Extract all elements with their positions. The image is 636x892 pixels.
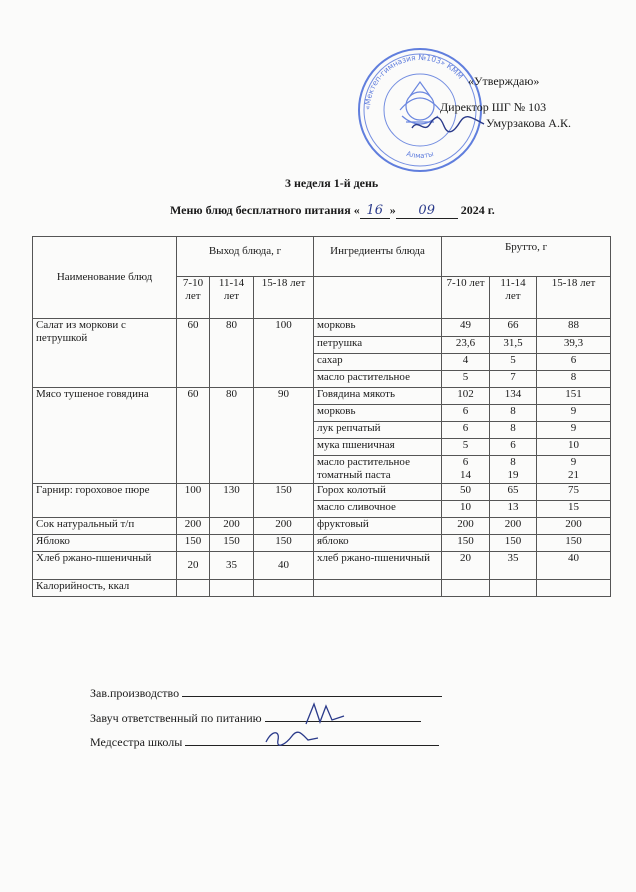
brutto-line-1: 9: [570, 456, 577, 468]
output-age-2: 80: [210, 319, 254, 388]
deputy-signature: [300, 698, 350, 728]
ingredient: масло сливочное: [314, 501, 442, 518]
brutto-age-3: 40: [537, 552, 611, 580]
output-age-1: 150: [177, 535, 210, 552]
header-output-age-1: 7-10 лет: [177, 277, 210, 319]
output-age-3: 150: [254, 535, 314, 552]
table-row: [33, 484, 611, 501]
output-age-3: 100: [254, 319, 314, 388]
header-output: Выход блюда, г: [177, 237, 314, 277]
brutto-age-3: 151: [537, 388, 611, 405]
calories-cell: [490, 580, 537, 597]
footer-line-deputy: [90, 711, 421, 726]
brutto-age-1: 6: [442, 405, 490, 422]
table-row: [33, 319, 611, 337]
brutto-age-1: 4: [442, 354, 490, 371]
footer-line-production: [90, 686, 442, 701]
brutto-age-1: 6: [442, 422, 490, 439]
nurse-signature: [262, 726, 322, 748]
brutto-age-3: 9: [537, 405, 611, 422]
brutto-age-2: 200: [490, 518, 537, 535]
ingredient: Горох колотый: [314, 484, 442, 501]
calories-cell: [177, 580, 210, 597]
brutto-age-3: 150: [537, 535, 611, 552]
output-age-2: 35: [210, 552, 254, 580]
calories-label: Калорийность, ккал: [33, 580, 177, 597]
brutto-line-2: 21: [568, 469, 580, 481]
brutto-age-1: 150: [442, 535, 490, 552]
dish-name: Яблоко: [33, 535, 177, 552]
brutto-age-3: 200: [537, 518, 611, 535]
ingredient: фруктовый: [314, 518, 442, 535]
ingredient: морковь: [314, 405, 442, 422]
stamp-text-outer: «Мектеп-гимназия №103» КММ: [362, 52, 465, 111]
ingredient: масло растительное: [314, 371, 442, 388]
brutto-age-3: 8: [537, 371, 611, 388]
ingredient: морковь: [314, 319, 442, 337]
brutto-age-1: 20: [442, 552, 490, 580]
calories-cell: [442, 580, 490, 597]
table-row: [33, 535, 611, 552]
brutto-age-1: [442, 456, 490, 484]
brutto-age-2: 13: [490, 501, 537, 518]
director-signature: [408, 112, 488, 138]
menu-year: 2024 г.: [460, 203, 495, 217]
ingredient: яблоко: [314, 535, 442, 552]
output-age-3: 90: [254, 388, 314, 484]
brutto-age-2: 31,5: [490, 337, 537, 354]
calories-cell: [537, 580, 611, 597]
table-row: [33, 388, 611, 405]
header-ingredients-blank: [314, 277, 442, 319]
ingredient-line-1: масло растительное: [317, 456, 410, 468]
header-brutto: Брутто, г: [442, 237, 611, 277]
brutto-line-1: 6: [462, 456, 469, 468]
header-dish: Наименование блюд: [33, 237, 177, 319]
brutto-age-3: 39,3: [537, 337, 611, 354]
menu-table: [32, 236, 611, 597]
header-brutto-age-2: 11-14 лет: [490, 277, 537, 319]
output-age-1: 60: [177, 388, 210, 484]
ingredient: [314, 456, 442, 484]
header-output-age-2: 11-14 лет: [210, 277, 254, 319]
output-age-1: 100: [177, 484, 210, 518]
brutto-line-2: 14: [460, 469, 471, 481]
menu-title: [170, 203, 495, 219]
brutto-line-1: 8: [510, 456, 516, 468]
header-output-age-3: 15-18 лет: [254, 277, 314, 319]
brutto-age-1: 23,6: [442, 337, 490, 354]
calories-cell: [210, 580, 254, 597]
brutto-line-2: 19: [507, 469, 519, 481]
table-row: [33, 580, 611, 597]
brutto-age-1: 10: [442, 501, 490, 518]
dish-name: Сок натуральный т/п: [33, 518, 177, 535]
brutto-age-2: 65: [490, 484, 537, 501]
brutto-age-3: 15: [537, 501, 611, 518]
output-age-1: 200: [177, 518, 210, 535]
footer-label-nurse: Медсестра школы: [90, 735, 183, 749]
menu-day: 16: [360, 203, 390, 219]
brutto-age-3: 6: [537, 354, 611, 371]
brutto-age-2: 150: [490, 535, 537, 552]
output-age-1: 60: [177, 319, 210, 388]
brutto-age-1: 5: [442, 371, 490, 388]
brutto-age-1: 50: [442, 484, 490, 501]
brutto-age-2: 134: [490, 388, 537, 405]
approval-line-1: «Утверждаю»: [468, 74, 540, 88]
dish-name: Хлеб ржано-пшеничный: [33, 552, 177, 580]
brutto-age-3: [537, 456, 611, 484]
output-age-3: 40: [254, 552, 314, 580]
calories-cell: [254, 580, 314, 597]
brutto-age-2: 6: [490, 439, 537, 456]
output-age-1: 20: [177, 552, 210, 580]
ingredient: Говядина мякоть: [314, 388, 442, 405]
output-age-2: 200: [210, 518, 254, 535]
week-title: 3 неделя 1-й день: [285, 176, 379, 190]
brutto-age-1: 200: [442, 518, 490, 535]
brutto-age-2: 8: [490, 405, 537, 422]
signature-line: [182, 696, 442, 697]
brutto-age-3: 10: [537, 439, 611, 456]
table-row: [33, 518, 611, 535]
brutto-age-3: 88: [537, 319, 611, 337]
ingredient-line-2: томатный паста: [317, 469, 391, 481]
dish-name: Гарнир: гороховое пюре: [33, 484, 177, 518]
ingredient: петрушка: [314, 337, 442, 354]
brutto-age-2: 35: [490, 552, 537, 580]
dish-name: Салат из моркови с петрушкой: [33, 319, 177, 388]
calories-cell: [314, 580, 442, 597]
approval-line-2: Директор ШГ № 103: [440, 100, 547, 114]
brutto-age-2: 5: [490, 354, 537, 371]
brutto-age-2: 7: [490, 371, 537, 388]
menu-title-mid: »: [389, 203, 396, 217]
ingredient: сахар: [314, 354, 442, 371]
brutto-age-2: 66: [490, 319, 537, 337]
menu-title-prefix: Меню блюд бесплатного питания «: [170, 203, 360, 217]
ingredient: хлеб ржано-пшеничный: [314, 552, 442, 580]
svg-text:Алматы: [405, 150, 434, 160]
table-row: [33, 552, 611, 580]
menu-month: 09: [396, 203, 458, 219]
ingredient: лук репчатый: [314, 422, 442, 439]
stamp-text-bottom: Алматы: [405, 149, 435, 161]
output-age-2: 130: [210, 484, 254, 518]
footer-label-production: Зав.производство: [90, 686, 180, 700]
dish-name: Мясо тушеное говядина: [33, 388, 177, 484]
header-ingredients: Ингредиенты блюда: [314, 237, 442, 277]
approval-line-3: Умурзакова А.К.: [486, 116, 571, 130]
output-age-3: 150: [254, 484, 314, 518]
brutto-age-1: 5: [442, 439, 490, 456]
header-brutto-age-3: 15-18 лет: [537, 277, 611, 319]
brutto-age-1: 49: [442, 319, 490, 337]
brutto-age-1: 102: [442, 388, 490, 405]
output-age-2: 150: [210, 535, 254, 552]
brutto-age-2: 8: [490, 422, 537, 439]
footer-label-deputy: Завуч ответственный по питанию: [90, 711, 262, 725]
ingredient: мука пшеничная: [314, 439, 442, 456]
header-brutto-age-1: 7-10 лет: [442, 277, 490, 319]
brutto-age-3: 75: [537, 484, 611, 501]
output-age-2: 80: [210, 388, 254, 484]
brutto-age-3: 9: [537, 422, 611, 439]
output-age-3: 200: [254, 518, 314, 535]
brutto-age-2: [490, 456, 537, 484]
